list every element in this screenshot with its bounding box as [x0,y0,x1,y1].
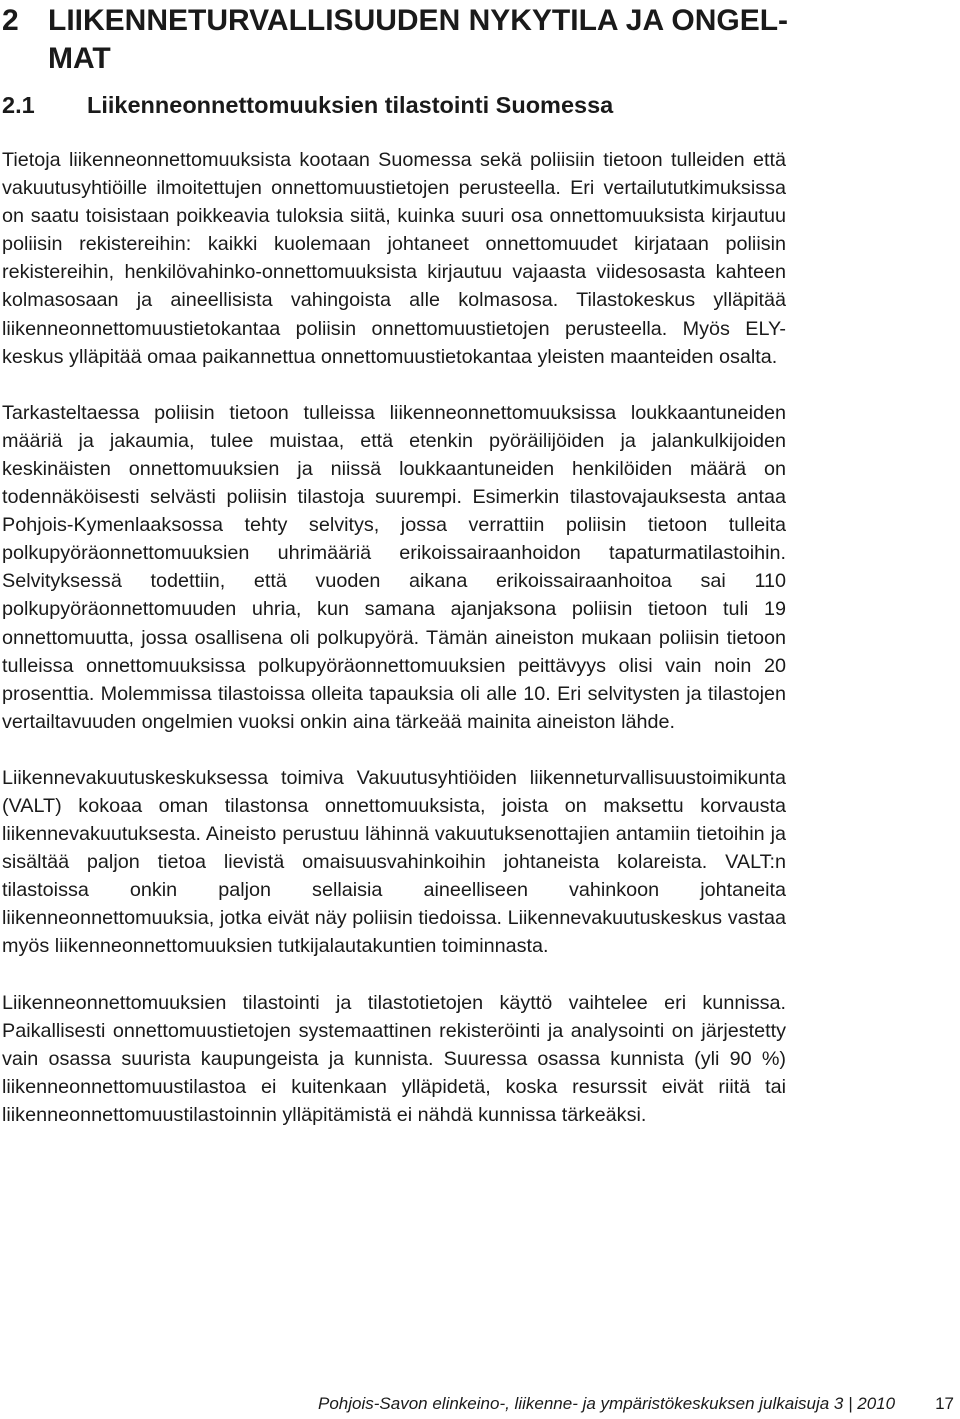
chapter-heading [2,2,902,78]
paragraph: Tarkasteltaessa poliisin tietoon tulleissa liikenneonnettomuuksissa loukkaantuneiden määriä ja jakaumia, tulee muistaa, että etenkin pyöräilijöiden ja jalankulkijoiden keskinäisten onnettomuuksien ja niissä loukkaantuneiden henkilöiden määrä on todennäköisesti selvästi poliisin tilastoja suurempi. Esimerkin tilastovajauksesta antaa Pohjois-Kymenlaaksossa tehty selvitys, jossa verrattiin poliisin tietoon tulleita polkupyöräonnettomuuksien uhrimääriä erikoissairaanhoidon tapaturmatilastoihin. Selvityksessä todettiin, että vuoden aikana erikoissairaanhoitoa sai 110 polkupyöräonnettomuuden uhria, kun samana ajanjaksona poliisin tietoon tuli 19 onnettomuutta, jossa osallisena oli polkupyörä. Tämän aineiston mukaan poliisin tietoon tulleissa onnettomuuksissa polkupyöräonnettomuuksien peittävyys olisi vain noin 20 prosenttia. Molemmissa tilastoissa olleita tapauksia oli alle 10. Eri selvitysten ja tilastojen vertailtavuuden ongelmien vuoksi onkin aina tärkeää mainita aineiston lähde. [2,401,786,733]
page-number: 17 [935,1394,954,1413]
chapter-number: 2 [2,4,19,37]
section-number: 2.1 [2,92,35,118]
paragraph: Liikenneonnettomuuksien tilastointi ja tilastotietojen käyttö vaihtelee eri kunnissa. Paikallisesti onnettomuustietojen systemaattinen rekisteröinti ja analysointi on järjestetty vain osassa suurista kaupungeista ja kunnista. Suuressa osassa kunnista (yli 90 %) liikenneonnettomuustilastoa ei kuitenkaan ylläpidetä, koska resurssit eivät riitä tai liikenneonnettomuustilastoinnin ylläpitämistä ei nähdä kunnissa tärkeäksi. [2,991,786,1126]
body-text [2,146,786,1157]
section-heading [2,90,613,120]
page-footer [318,1392,958,1416]
chapter-title: LIIKENNETURVALLISUUDEN NYKYTILA JA ONGEL-MAT [48,4,789,75]
paragraph: Tietoja liikenneonnettomuuksista kootaan Suomessa sekä poliisiin tietoon tulleiden että vakuutusyhtiöille ilmoitettujen onnettomuustietojen perusteella. Eri vertailututkimuksissa on saatu toisistaan poikkeavia tuloksia siitä, kuinka suuri osa onnettomuuksista kirjautuu poliisin rekistereihin: kaikki kuolemaan johtaneet onnettomuudet kirjataan poliisin rekistereihin, henkilövahinko-onnettomuuksista kirjautuu vajaasta viidesosasta kahteen kolmasosaan ja aineellisista vahingoista alle kolmasosa. Tilastokeskus ylläpitää liikenneonnettomuustietokantaa poliisin onnettomuustietojen perusteella. Myös ELY-keskus ylläpitää omaa paikannettua onnettomuustietokantaa yleisten maanteiden osalta. [2,149,786,368]
paragraph: Liikennevakuutuskeskuksessa toimiva Vakuutusyhtiöiden liikenneturvallisuustoimikunta (VALT) kokoaa oman tilastonsa onnettomuuksista, joista on maksettu korvausta liikennevakuutuksesta. Aineisto perustuu lähinnä vakuutuksenottajien antamiin tietoihin ja sisältää paljon tietoa lievistä omaisuusvahinkoihin johtaneista kolareista. VALT:n tilastoissa onkin paljon sellaisia aineelliseen vahinkoon johtaneita liikenneonnettomuuksia, jotka eivät näy poliisin tiedoissa. Liikennevakuutuskeskus vastaa myös liikenneonnettomuuksien tutkijalautakuntien toiminnasta. [2,766,786,958]
section-title: Liikenneonnettomuuksien tilastointi Suomessa [87,92,614,118]
footer-journal: Pohjois-Savon elinkeino-, liikenne- ja ympäristökeskuksen julkaisuja 3 | 2010 [318,1394,896,1413]
